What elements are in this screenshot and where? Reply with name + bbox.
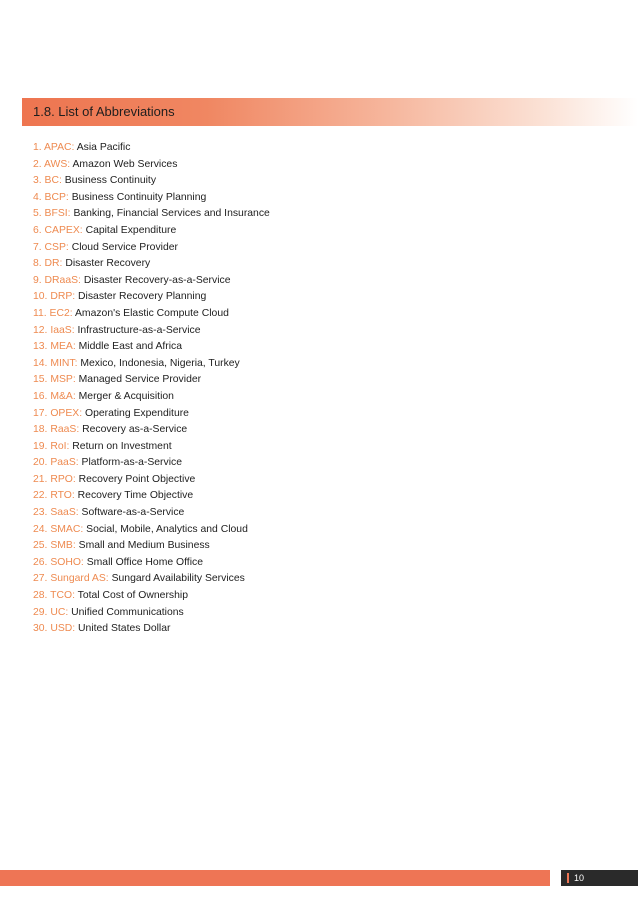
- abbreviation-term: 4. BCP:: [33, 191, 69, 203]
- list-item: [33, 323, 270, 340]
- list-item: [33, 389, 270, 406]
- abbreviation-term: 21. RPO:: [33, 473, 76, 485]
- abbreviation-term: 27. Sungard AS:: [33, 573, 109, 585]
- abbreviation-term: 14. MINT:: [33, 357, 78, 369]
- abbreviation-definition: Business Continuity: [64, 175, 157, 187]
- abbreviation-term: 18. RaaS:: [33, 424, 80, 436]
- list-item: [33, 256, 270, 273]
- abbreviation-definition: Amazon's Elastic Compute Cloud: [75, 307, 229, 319]
- abbreviation-term: 24. SMAC:: [33, 523, 84, 535]
- list-item: [33, 406, 270, 423]
- list-item: [33, 206, 270, 223]
- list-item: [33, 173, 270, 190]
- abbreviation-definition: Infrastructure-as-a-Service: [77, 324, 201, 336]
- abbreviation-definition: Capital Expenditure: [85, 224, 177, 236]
- list-item: [33, 157, 270, 174]
- list-item: [33, 588, 270, 605]
- list-item: [33, 273, 270, 290]
- list-item: [33, 605, 270, 622]
- abbreviation-definition: United States Dollar: [78, 623, 171, 635]
- abbreviation-definition: Merger & Acquisition: [78, 390, 174, 402]
- list-item: [33, 289, 270, 306]
- abbreviation-term: 3. BC:: [33, 175, 62, 187]
- abbreviation-definition: Recovery as-a-Service: [82, 424, 188, 436]
- list-item: [33, 372, 270, 389]
- list-item: [33, 356, 270, 373]
- abbreviation-term: 8. DR:: [33, 258, 63, 270]
- list-item: [33, 472, 270, 489]
- list-item: [33, 223, 270, 240]
- abbreviation-definition: Managed Service Provider: [78, 374, 202, 386]
- abbreviation-definition: Middle East and Africa: [78, 341, 183, 353]
- abbreviation-definition: Asia Pacific: [76, 142, 131, 153]
- list-item: [33, 190, 270, 207]
- abbreviation-definition: Amazon Web Services: [72, 158, 178, 170]
- abbreviation-definition: Sungard Availability Services: [111, 573, 245, 585]
- abbreviation-term: 11. EC2:: [33, 307, 73, 319]
- abbreviation-definition: Return on Investment: [72, 440, 172, 452]
- abbreviation-definition: Mexico, Indonesia, Nigeria, Turkey: [80, 357, 240, 369]
- list-item: [33, 140, 270, 157]
- abbreviation-definition: Software-as-a-Service: [81, 507, 185, 519]
- abbreviation-term: 29. UC:: [33, 606, 69, 618]
- abbreviation-definition: Recovery Time Objective: [77, 490, 194, 502]
- list-item: [33, 488, 270, 505]
- abbreviation-definition: Small Office Home Office: [86, 556, 203, 568]
- list-item: [33, 306, 270, 323]
- abbreviation-definition: Operating Expenditure: [84, 407, 189, 419]
- abbreviation-term: 2. AWS:: [33, 158, 71, 170]
- abbreviation-term: 23. SaaS:: [33, 507, 79, 519]
- abbreviation-definition: Cloud Service Provider: [71, 241, 178, 253]
- abbreviation-term: 20. PaaS:: [33, 457, 79, 469]
- abbreviation-definition: Banking, Financial Services and Insurance: [73, 208, 270, 220]
- abbreviation-term: 30. USD:: [33, 623, 76, 635]
- page-number-box: [561, 870, 638, 886]
- abbreviation-term: 5. BFSI:: [33, 208, 71, 220]
- list-item: [33, 555, 270, 572]
- abbreviation-definition: Disaster Recovery-as-a-Service: [83, 274, 231, 286]
- abbreviation-term: 22. RTO:: [33, 490, 75, 502]
- abbreviation-list: [33, 140, 270, 638]
- abbreviation-term: 25. SMB:: [33, 540, 76, 552]
- abbreviation-term: 7. CSP:: [33, 241, 69, 253]
- page-number: 10: [574, 873, 585, 883]
- abbreviation-term: 16. M&A:: [33, 390, 76, 402]
- abbreviation-term: 1. APAC:: [33, 142, 75, 153]
- abbreviation-definition: Social, Mobile, Analytics and Cloud: [86, 523, 248, 535]
- list-item: [33, 538, 270, 555]
- list-item: [33, 240, 270, 257]
- page-number-accent: [567, 873, 569, 883]
- abbreviation-term: 12. IaaS:: [33, 324, 75, 336]
- abbreviation-definition: Recovery Point Objective: [78, 473, 196, 485]
- abbreviation-term: 15. MSP:: [33, 374, 76, 386]
- abbreviation-term: 26. SOHO:: [33, 556, 84, 568]
- abbreviation-definition: Disaster Recovery: [65, 258, 151, 270]
- list-item: [33, 505, 270, 522]
- list-item: [33, 455, 270, 472]
- abbreviation-term: 17. OPEX:: [33, 407, 83, 419]
- abbreviation-term: 6. CAPEX:: [33, 224, 83, 236]
- abbreviation-term: 9. DRaaS:: [33, 274, 81, 286]
- section-title: 1.8. List of Abbreviations: [33, 104, 175, 119]
- abbreviation-term: 13. MEA:: [33, 341, 76, 353]
- footer-bar: [0, 870, 550, 886]
- abbreviation-definition: Platform-as-a-Service: [81, 457, 182, 469]
- section-header: [22, 98, 638, 126]
- list-item: [33, 571, 270, 588]
- abbreviation-definition: Disaster Recovery Planning: [78, 291, 207, 303]
- list-item: [33, 422, 270, 439]
- abbreviation-definition: Total Cost of Ownership: [77, 590, 188, 602]
- abbreviation-definition: Small and Medium Business: [78, 540, 210, 552]
- list-item: [33, 621, 270, 638]
- abbreviation-term: 10. DRP:: [33, 291, 76, 303]
- abbreviation-definition: Unified Communications: [71, 606, 184, 618]
- list-item: [33, 439, 270, 456]
- list-item: [33, 339, 270, 356]
- abbreviation-term: 19. RoI:: [33, 440, 70, 452]
- abbreviation-definition: Business Continuity Planning: [71, 191, 207, 203]
- abbreviation-term: 28. TCO:: [33, 590, 75, 602]
- list-item: [33, 522, 270, 539]
